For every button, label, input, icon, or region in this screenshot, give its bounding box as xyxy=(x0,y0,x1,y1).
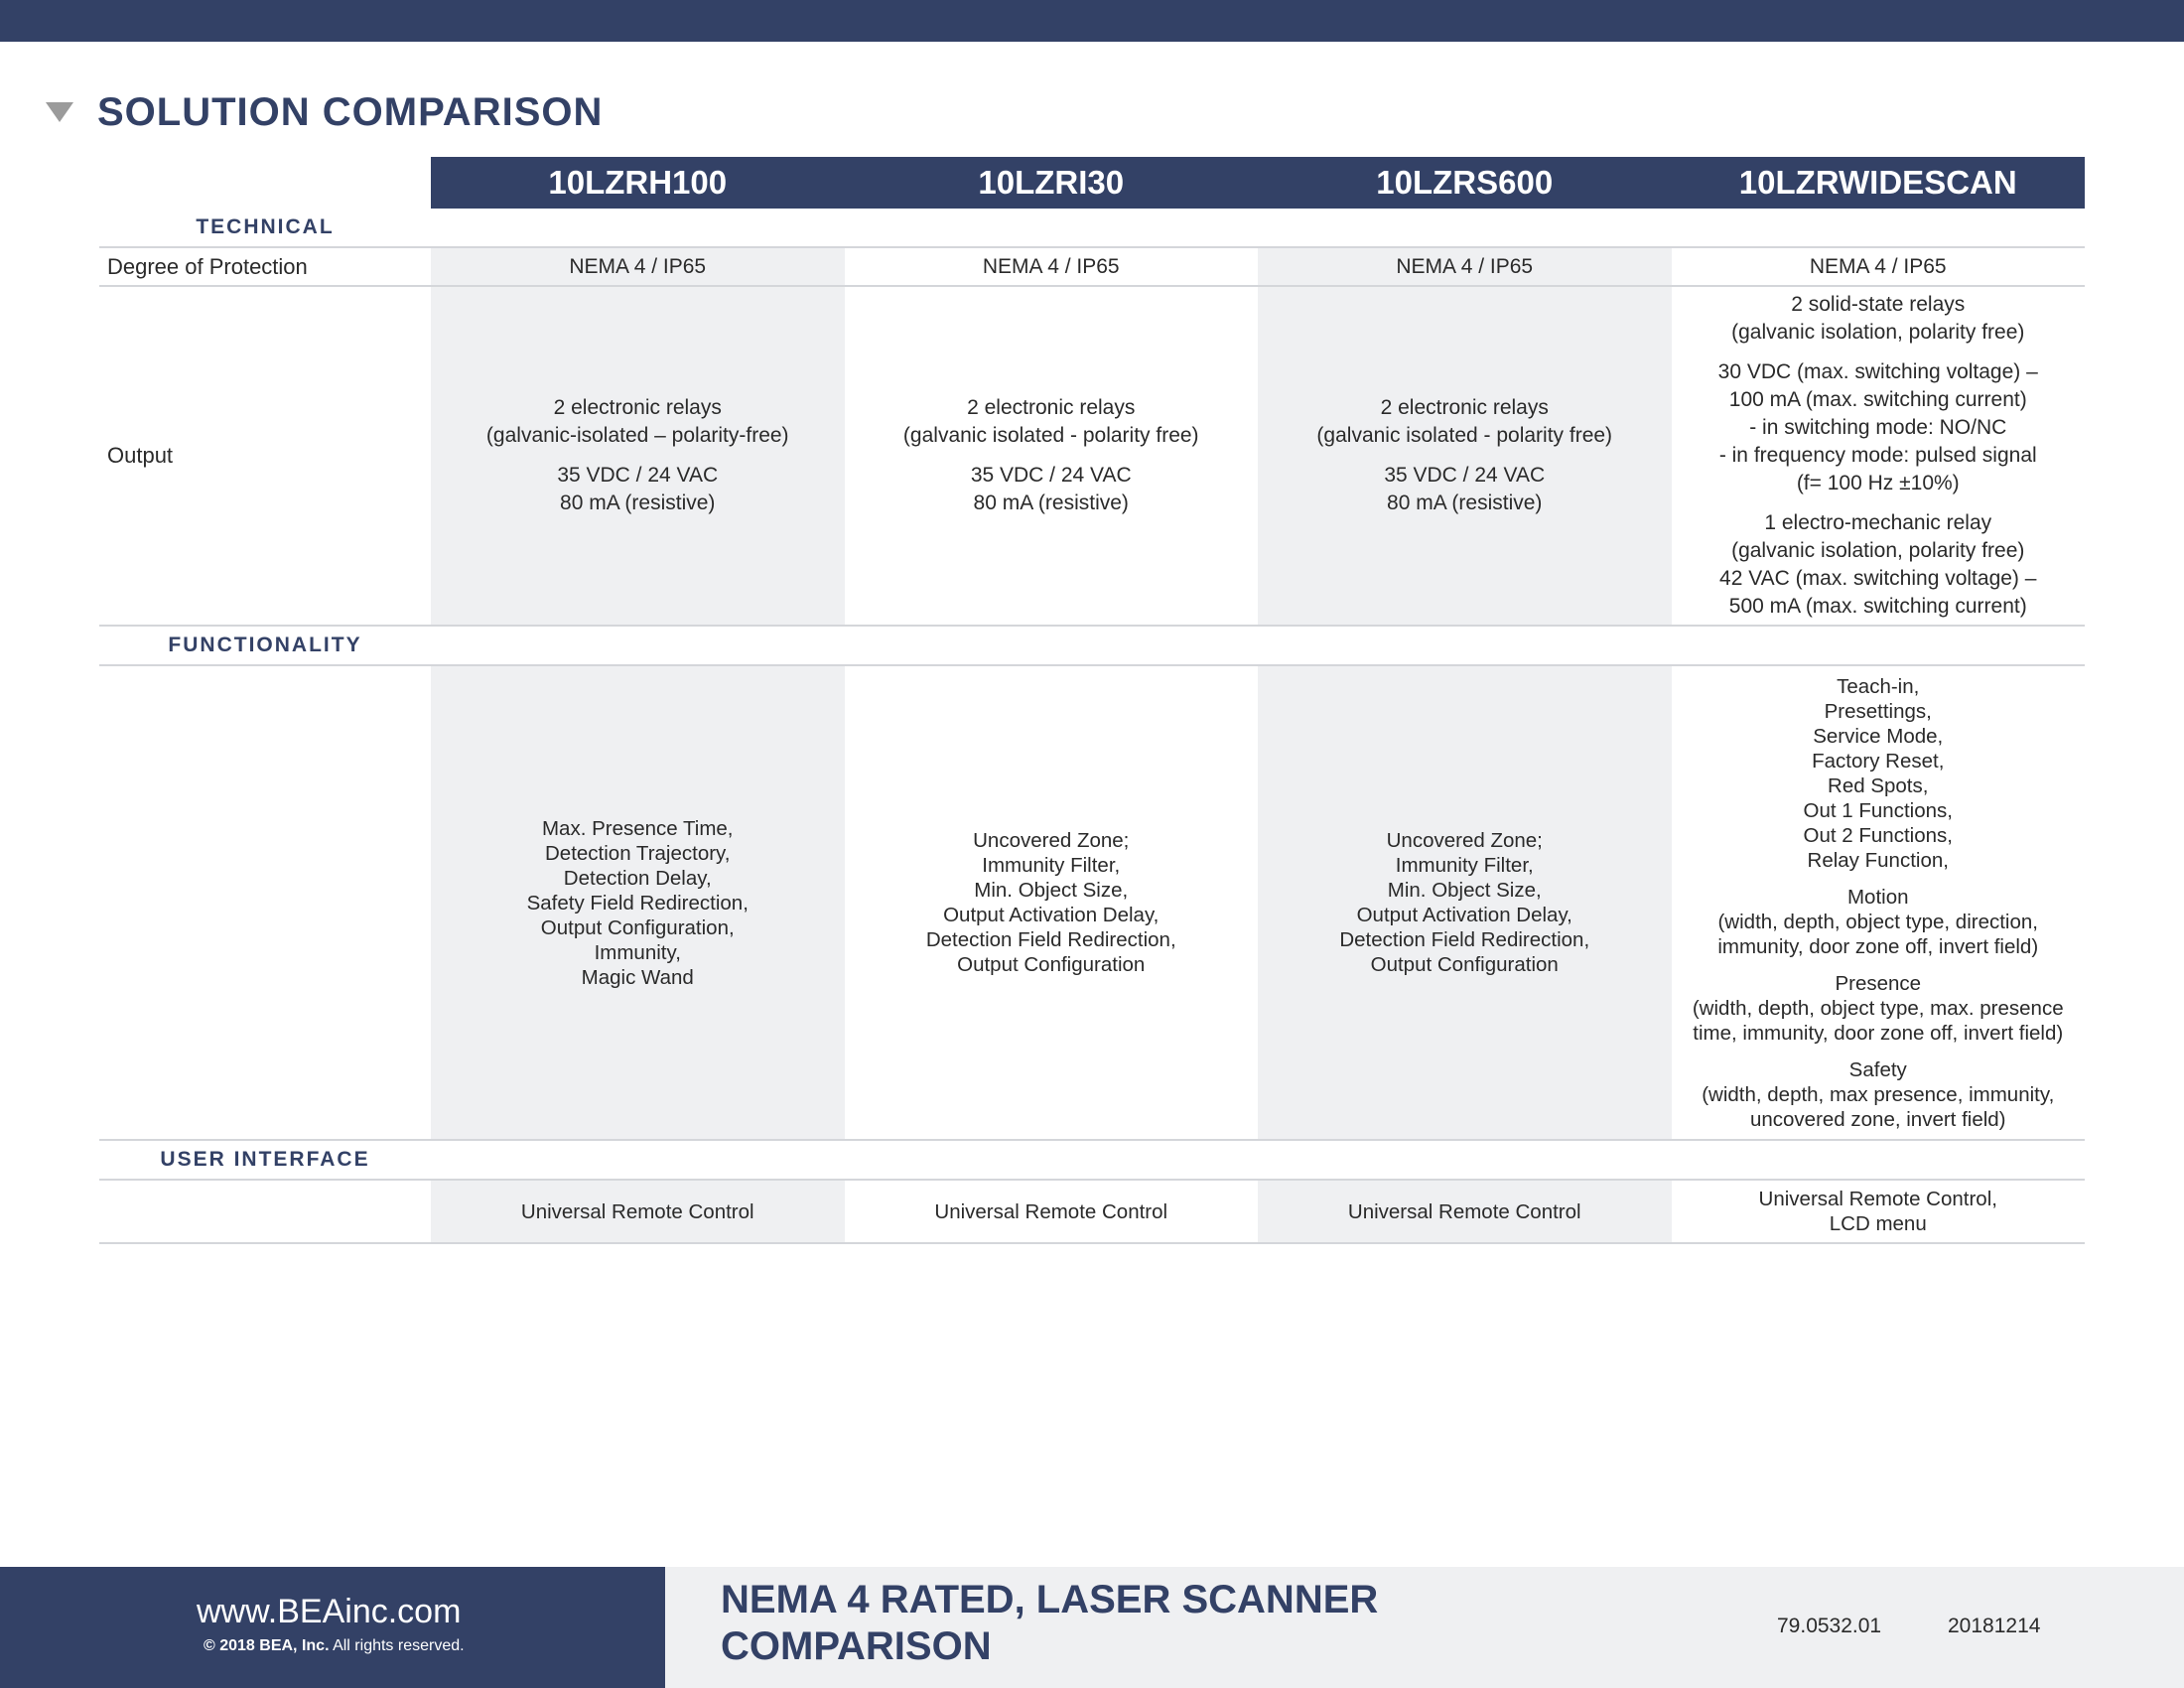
cell-paragraph: 1 electro-mechanic relay (galvanic isolation, polarity free) 42 VAC (max. switching voltage) – 500 mA (max. switching current) xyxy=(1719,511,2037,618)
cell-paragraph: Universal Remote Control xyxy=(520,1199,754,1223)
page-title: SOLUTION COMPARISON xyxy=(97,89,604,134)
table-row-user-interface xyxy=(99,1181,2085,1242)
top-bar xyxy=(0,0,2184,42)
section-row-technical xyxy=(99,209,2085,246)
cell-paragraph: Max. Presence Time, Detection Trajectory, Detection Delay, Safety Field Redirection, Output Configuration, Immunity, Magic Wand xyxy=(526,816,749,989)
table-cell xyxy=(845,287,1259,625)
table-cell xyxy=(431,666,845,1139)
cell-paragraph: Uncovered Zone; Immunity Filter, Min. Object Size, Output Activation Delay, Detection Field Redirection, Output Configuration xyxy=(1339,829,1590,976)
product-header-10lzrwidescan: 10LZRWIDESCAN xyxy=(1672,157,2086,209)
table-row-functionality xyxy=(99,666,2085,1139)
header-spacer xyxy=(99,157,431,209)
table-cell: NEMA 4 / IP65 xyxy=(982,254,1120,278)
table-cell xyxy=(1258,666,1672,1139)
section-row-user-interface xyxy=(99,1141,2085,1179)
copyright-rights: All rights reserved. xyxy=(329,1637,465,1654)
table-cell: NEMA 4 / IP65 xyxy=(1809,254,1947,278)
product-header-10lzrh100: 10LZRH100 xyxy=(431,157,845,209)
table-cell xyxy=(1672,666,2086,1139)
table-cell xyxy=(1258,1181,1672,1242)
cell-paragraph: Presence (width, depth, object type, max. presence time, immunity, door zone off, invert field) xyxy=(1692,971,2064,1045)
cell-paragraph: Teach-in, Presettings, Service Mode, Factory Reset, Red Spots, Out 1 Functions, Out 2 Functions, Relay Function, xyxy=(1803,674,1953,872)
website-link[interactable]: www.BEAinc.com xyxy=(197,1593,462,1630)
product-header-10lzri30: 10LZRI30 xyxy=(845,157,1259,209)
table-cell xyxy=(1258,287,1672,625)
cell-paragraph: 35 VDC / 24 VAC 80 mA (resistive) xyxy=(1384,464,1546,514)
document-date: 20181214 xyxy=(1948,1615,2041,1637)
table-cell xyxy=(845,1181,1259,1242)
table-cell xyxy=(845,666,1259,1139)
cell-paragraph: 2 electronic relays (galvanic-isolated – polarity-free) xyxy=(485,396,789,447)
cell-paragraph: 35 VDC / 24 VAC 80 mA (resistive) xyxy=(557,464,719,514)
section-heading-technical: TECHNICAL xyxy=(196,215,335,238)
table-cell xyxy=(431,287,845,625)
table-cell xyxy=(1672,1181,2086,1242)
row-label-output: Output xyxy=(107,443,174,468)
cell-paragraph: Motion (width, depth, object type, direction, immunity, door zone off, invert field) xyxy=(1717,885,2039,958)
product-header-10lzrs600: 10LZRS600 xyxy=(1258,157,1672,209)
document-title: NEMA 4 RATED, LASER SCANNER COMPARISON xyxy=(721,1578,1379,1668)
cell-paragraph: Safety (width, depth, max presence, immunity, uncovered zone, invert field) xyxy=(1702,1057,2055,1131)
table-cell: NEMA 4 / IP65 xyxy=(431,248,845,285)
cell-paragraph: 2 electronic relays (galvanic isolated - polarity free) xyxy=(1316,396,1613,447)
cell-paragraph: Universal Remote Control xyxy=(1347,1199,1581,1223)
footer xyxy=(0,1567,2184,1688)
document-number: 79.0532.01 xyxy=(1777,1615,1882,1637)
table-cell xyxy=(1672,287,2086,625)
cell-paragraph: Uncovered Zone; Immunity Filter, Min. Object Size, Output Activation Delay, Detection Field Redirection, Output Configuration xyxy=(925,829,1176,976)
comparison-table xyxy=(99,157,2085,1244)
cell-paragraph: 30 VDC (max. switching voltage) – 100 mA (max. switching current) - in switching mode: NO/NC - in frequency mode: pulsed signal (f= 100 Hz ±10%) xyxy=(1717,360,2038,494)
header-row xyxy=(99,157,2085,209)
table-row-protection xyxy=(99,248,2085,285)
cell-paragraph: Universal Remote Control, LCD menu xyxy=(1758,1188,1997,1235)
row-divider xyxy=(99,1242,2085,1244)
section-row-functionality xyxy=(99,627,2085,664)
triangle-down-icon xyxy=(46,102,73,122)
copyright xyxy=(204,1637,465,1655)
cell-paragraph: Universal Remote Control xyxy=(934,1199,1168,1223)
row-label-empty xyxy=(99,666,431,1139)
table-cell xyxy=(431,1181,845,1242)
table-row-output xyxy=(99,287,2085,625)
row-label-empty xyxy=(99,1181,431,1242)
copyright-holder: © 2018 BEA, Inc. xyxy=(204,1637,330,1654)
section-heading-functionality: FUNCTIONALITY xyxy=(168,633,362,656)
title-row xyxy=(46,87,603,137)
table-cell: NEMA 4 / IP65 xyxy=(1258,248,1672,285)
row-label-protection: Degree of Protection xyxy=(107,253,308,279)
footer-brand-panel xyxy=(0,1567,665,1688)
cell-paragraph: 2 solid-state relays (galvanic isolation, polarity free) xyxy=(1731,293,2025,344)
section-heading-user-interface: USER INTERFACE xyxy=(160,1148,370,1171)
cell-paragraph: 35 VDC / 24 VAC 80 mA (resistive) xyxy=(970,464,1132,514)
cell-paragraph: 2 electronic relays (galvanic isolated - polarity free) xyxy=(902,396,1199,447)
